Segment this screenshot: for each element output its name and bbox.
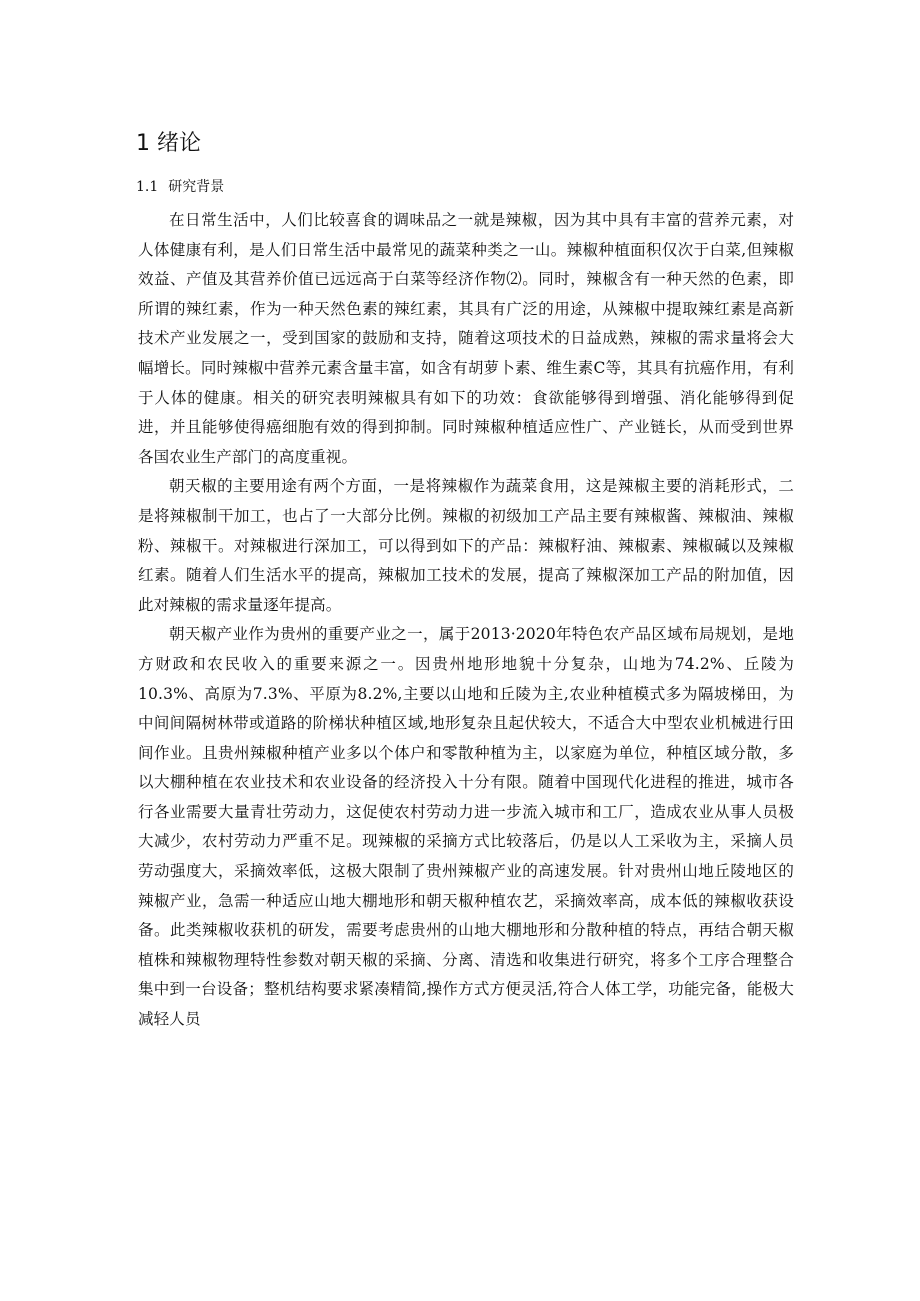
chapter-title: 1 绪论 bbox=[136, 131, 201, 156]
section-heading bbox=[136, 176, 224, 198]
body-text bbox=[138, 206, 794, 1035]
paragraph: 朝天椒产业作为贵州的重要产业之一，属于2013·2020年特色农产品区域布局规划，是地方财政和农民收入的重要来源之一。因贵州地形地貌十分复杂，山地为74.2%、丘陵为10.3%、高原为7.3%、平原为8.2%,主要以山地和丘陵为主,农业种植模式多为隔坡梯田，为中间间隔树林带或道路的阶梯状种植区域,地形复杂且起伏较大，不适合大中型农业机械进行田间作业。且贵州辣椒种植产业多以个体户和零散种植为主，以家庭为单位，种植区域分散，多以大棚种植在农业技术和农业设备的经济投入十分有限。随着中国现代化进程的推进，城市各行各业需要大量青壮劳动力，这促使农村劳动力进一步流入城市和工厂，造成农业从事人员极大减少，农村劳动力严重不足。现辣椒的采摘方式比较落后，仍是以人工采收为主，采摘人员劳动强度大，采摘效率低，这极大限制了贵州辣椒产业的高速发展。针对贵州山地丘陵地区的辣椒产业，急需一种适应山地大棚地形和朝天椒种植农艺，采摘效率高，成本低的辣椒收获设备。此类辣椒收获机的研发，需要考虑贵州的山地大棚地形和分散种植的特点，再结合朝天椒植株和辣椒物理特性参数对朝天椒的采摘、分离、清选和收集进行研究，将多个工序合理整合集中到一台设备；整机结构要求紧凑精简,操作方式方便灵活,符合人体工学，功能完备，能极大减轻人员 bbox=[138, 625, 794, 1029]
paragraph: 在日常生活中，人们比较喜食的调味品之一就是辣椒，因为其中具有丰富的营养元素，对人体健康有利，是人们日常生活中最常见的蔬菜种类之一山。辣椒种植面积仅次于白菜,但辣椒效益、产值及其营养价值已远远高于白菜等经济作物⑵。同时，辣椒含有一种天然的色素，即所谓的辣红素，作为一种天然色素的辣红素，其具有广泛的用途，从辣椒中提取辣红素是高新技术产业发展之一，受到国家的鼓励和支持，随着这项技术的日益成熟，辣椒的需求量将会大幅增长。同时辣椒中营养元素含量丰富，如含有胡萝卜素、维生素C等，其具有抗癌作用，有利于人体的健康。相关的研究表明辣椒具有如下的功效：食欲能够得到增强、消化能够得到促进，并且能够使得癌细胞有效的得到抑制。同时辣椒种植适应性广、产业链长，从而受到世界各国农业生产部门的高度重视。 bbox=[138, 211, 794, 466]
section-number: 1.1 bbox=[136, 179, 159, 195]
section-title: 研究背景 bbox=[168, 179, 225, 195]
paragraph: 朝天椒的主要用途有两个方面，一是将辣椒作为蔬菜食用，这是辣椒主要的消耗形式，二是将辣椒制干加工，也占了一大部分比例。辣椒的初级加工产品主要有辣椒酱、辣椒油、辣椒粉、辣椒干。对辣椒进行深加工，可以得到如下的产品：辣椒籽油、辣椒素、辣椒碱以及辣椒红素。随着人们生活水平的提高，辣椒加工技术的发展，提高了辣椒深加工产品的附加值，因此对辣椒的需求量逐年提高。 bbox=[138, 477, 794, 614]
